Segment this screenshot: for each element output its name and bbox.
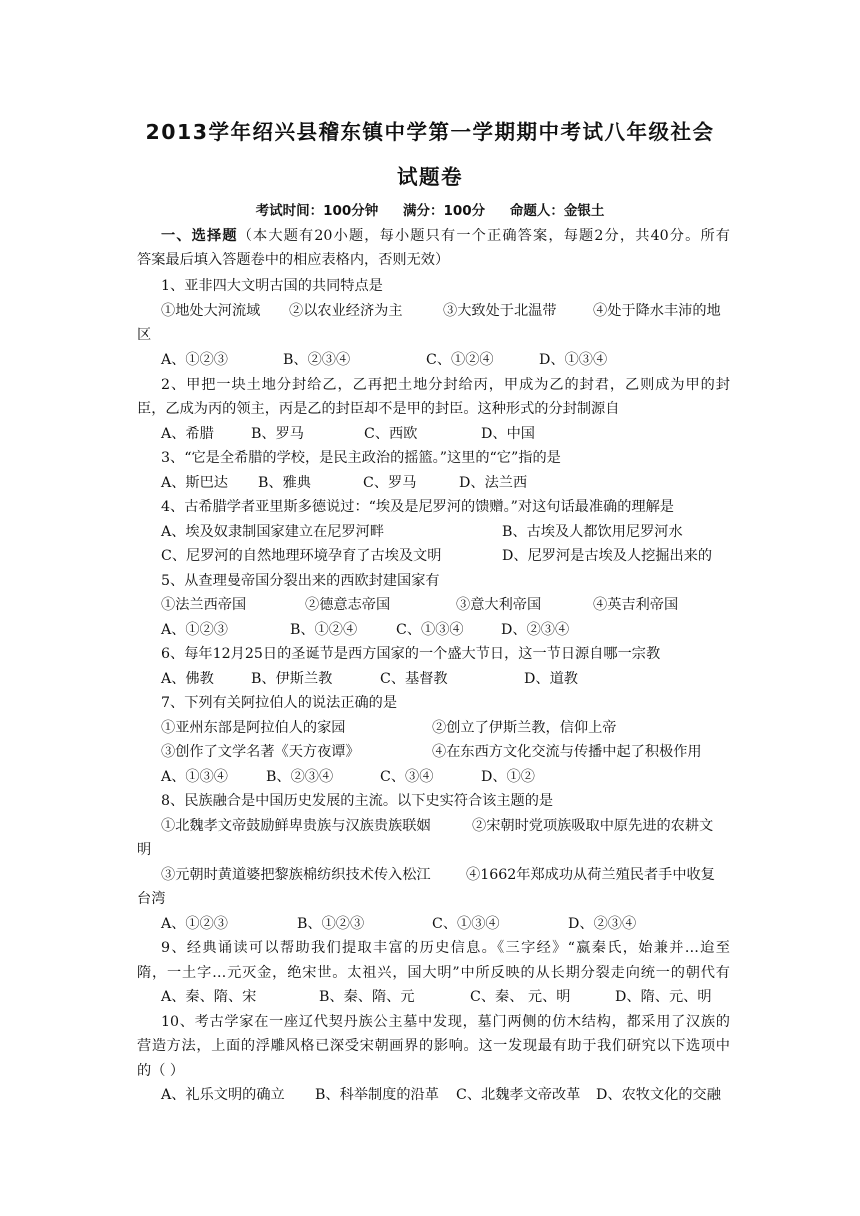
q8-item: ④1662年郑成功从荷兰殖民者手中收复: [466, 867, 715, 883]
q7-item: ③创作了文学名著《天方夜谭》: [161, 744, 360, 760]
section-heading: 一、选择题: [161, 228, 238, 244]
section-instructions: [161, 226, 730, 246]
q6-option-a: A、佛教: [161, 671, 214, 687]
question-3-stem: 3、“它是全希腊的学校，是民主政治的摇篮。”这里的“它”指的是: [161, 450, 561, 466]
q5-option-b: B、①②④: [290, 622, 358, 638]
q2-option-c: C、西欧: [364, 426, 418, 442]
question-8-stem: 8、民族融合是中国历史发展的主流。以下史实符合该主题的是: [161, 793, 554, 809]
q9-option-d: D、隋、元、明: [615, 989, 712, 1005]
question-10-stem-end: 的（ ）: [137, 1063, 185, 1079]
q5-item: ②德意志帝国: [305, 597, 391, 613]
question-6-stem: 6、每年12月25日的圣诞节是西方国家的一个盛大节日，这一节日源自哪一宗教: [161, 646, 661, 662]
q8-item-cont: 明: [137, 842, 152, 858]
question-9-stem-cont: 隋，一土字…元灭金，绝宋世。太祖兴，国大明”中所反映的从长期分裂走向统一的朝代有: [137, 965, 730, 981]
q4-option-b: B、古埃及人都饮用尼罗河水: [502, 524, 683, 540]
q5-option-c: C、①③④: [396, 622, 464, 638]
question-5-stem: 5、从查理曼帝国分裂出来的西欧封建国家有: [161, 573, 440, 589]
q3-option-d: D、法兰西: [459, 475, 528, 491]
q1-item: ②以农业经济为主: [289, 303, 403, 319]
q5-item: ①法兰西帝国: [161, 597, 247, 613]
q6-option-d: D、道教: [524, 671, 578, 687]
q1-item: ①地处大河流域: [161, 303, 261, 319]
section-instr-b: 答案最后填入答题卷中的相应表格内，否则无效）: [137, 252, 450, 268]
q8-option-d: D、②③④: [568, 916, 637, 932]
q1-item-cont: 区: [137, 327, 152, 343]
question-1-stem: 1、亚非四大文明古国的共同特点是: [161, 278, 383, 294]
q2-option-a: A、希腊: [161, 426, 214, 442]
q10-option-b: B、科举制度的沿革: [315, 1087, 439, 1103]
q3-option-b: B、雅典: [258, 475, 311, 491]
q1-item: ③大致处于北温带: [443, 303, 557, 319]
page-subtitle: 试题卷: [397, 165, 463, 189]
q9-option-c: C、秦、 元、明: [470, 989, 571, 1005]
q7-item: ④在东西方文化交流与传播中起了积极作用: [432, 744, 702, 760]
q1-option-c: C、①②④: [426, 352, 494, 368]
q8-item: ③元朝时黄道婆把黎族棉纺织技术传入松江: [161, 867, 431, 883]
q8-item: ①北魏孝文帝鼓励鲜卑贵族与汉族贵族联姻: [161, 818, 431, 834]
q9-option-b: B、秦、隋、元: [319, 989, 415, 1005]
question-10-stem: 10、考古学家在一座辽代契丹族公主墓中发现，墓门两侧的仿木结构，都采用了汉族的: [161, 1014, 730, 1030]
q1-option-d: D、①③④: [539, 352, 608, 368]
question-2-stem-cont: 臣，乙成为丙的领主，丙是乙的封臣却不是甲的封臣。这种形式的分封制源自: [137, 401, 620, 417]
q7-option-d: D、①②: [481, 769, 535, 785]
q4-option-a: A、埃及奴隶制国家建立在尼罗河畔: [161, 524, 385, 540]
q3-option-a: A、斯巴达: [161, 475, 228, 491]
q5-item: ④英吉利帝国: [593, 597, 679, 613]
q8-item: ②宋朝时党项族吸取中原先进的农耕文: [472, 818, 714, 834]
q6-option-c: C、基督教: [380, 671, 448, 687]
section-instr-a: （本大题有20小题，每小题只有一个正确答案，每题2分，共40分。所有: [237, 228, 730, 244]
q4-option-d: D、尼罗河是古埃及人挖掘出来的: [502, 548, 713, 564]
question-4-stem: 4、古希腊学者亚里斯多德说过：“埃及是尼罗河的馈赠。”对这句话最准确的理解是: [161, 499, 674, 515]
q4-option-c: C、尼罗河的自然地理环境孕育了古埃及文明: [161, 548, 442, 564]
q8-option-a: A、①②③: [161, 916, 228, 932]
q5-option-a: A、①②③: [161, 622, 228, 638]
q7-option-a: A、①③④: [161, 769, 228, 785]
q7-item: ①亚州东部是阿拉伯人的家园: [161, 720, 346, 736]
q7-option-b: B、②③④: [266, 769, 334, 785]
page-title: 2013学年绍兴县稽东镇中学第一学期期中考试八年级社会: [145, 120, 715, 144]
q8-option-c: C、①③④: [432, 916, 500, 932]
q7-item: ②创立了伊斯兰教，信仰上帝: [432, 720, 617, 736]
question-9-stem: 9、经典诵读可以帮助我们提取丰富的历史信息。《三字经》“嬴秦氏，始兼并…迨至: [161, 940, 730, 956]
exam-score: 满分：100分: [403, 203, 486, 219]
q7-option-c: C、③④: [380, 769, 434, 785]
q3-option-c: C、罗马: [363, 475, 417, 491]
question-2-stem: 2、甲把一块土地分封给乙，乙再把土地分封给丙，甲成为乙的封君，乙则成为甲的封: [161, 377, 730, 393]
q1-item: ④处于降水丰沛的地: [593, 303, 721, 319]
exam-author: 命题人：金银土: [509, 203, 605, 219]
q5-item: ③意大利帝国: [456, 597, 542, 613]
question-7-stem: 7、下列有关阿拉伯人的说法正确的是: [161, 695, 398, 711]
q1-option-b: B、②③④: [283, 352, 351, 368]
question-10-stem-cont: 营造方法，上面的浮雕风格已深受宋朝画界的影响。这一发现最有助于我们研究以下选项中: [137, 1038, 730, 1054]
q2-option-b: B、罗马: [251, 426, 304, 442]
exam-time: 考试时间：100分钟: [255, 203, 379, 219]
q2-option-d: D、中国: [481, 426, 535, 442]
q5-option-d: D、②③④: [501, 622, 570, 638]
q1-option-a: A、①②③: [161, 352, 228, 368]
q10-option-a: A、礼乐文明的确立: [161, 1087, 285, 1103]
q8-option-b: B、①②③: [297, 916, 365, 932]
q8-item-cont: 台湾: [137, 891, 166, 907]
q9-option-a: A、秦、隋、宋: [161, 989, 257, 1005]
q6-option-b: B、伊斯兰教: [251, 671, 333, 687]
q10-option-c: C、北魏孝文帝改革: [456, 1087, 581, 1103]
q10-option-d: D、农牧文化的交融: [596, 1087, 721, 1103]
exam-meta: [0, 199, 860, 219]
